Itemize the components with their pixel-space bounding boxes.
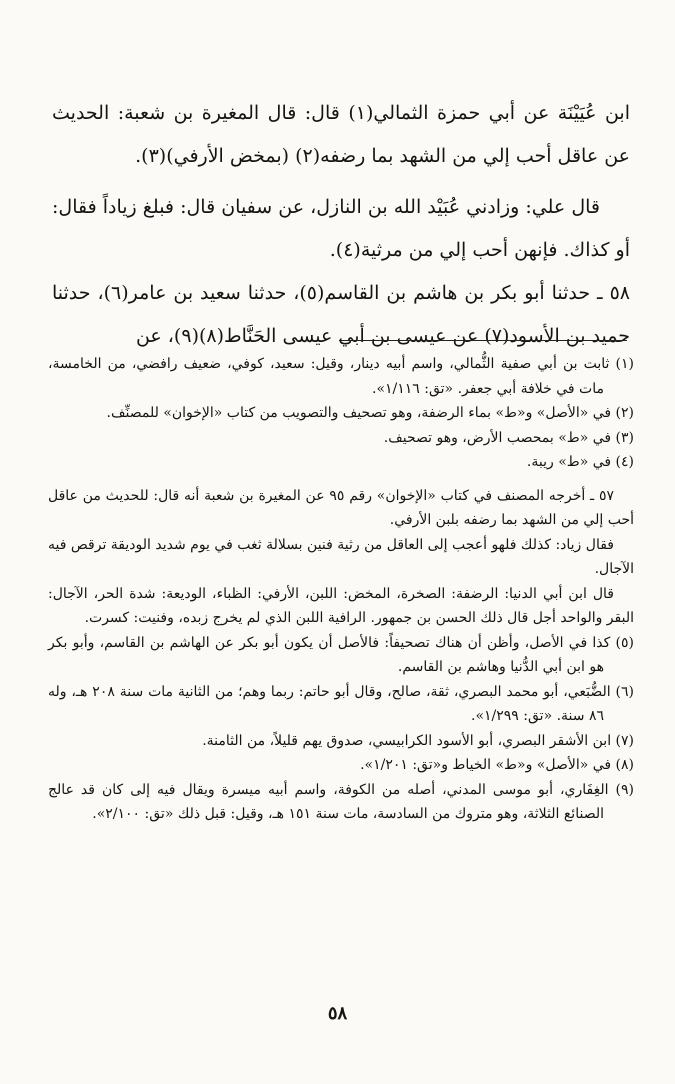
footnotes — [48, 352, 634, 827]
footnote-1: (١) ثابت بن أبي صفية الثُّمالي، واسم أبيه دينار، وقيل: سعيد، كوفي، ضعيف رافضي، من الخامسة، مات في خلافة أبي جعفر. «تق: ١/١١٦». — [48, 356, 634, 397]
main-text — [52, 92, 630, 358]
main-paragraph-1: ابن عُيَيْنَة عن أبي حمزة الثمالي(١) قال: قال المغيرة بن شعبة: الحديث عن عاقل أحب إلي من الشهد بما رضفه(٢) (بمخض الأرفي)(٣). — [52, 102, 630, 167]
footnote-5: (٥) كذا في الأصل، وأظن أن هناك تصحيفاً: فالأصل أن يكون أبو بكر عن الهاشم بن القاسم، وأبو بكر هو ابن أبي الدُّنيا وهاشم بن القاسم. — [48, 634, 634, 675]
commentary-57-quote: فقال زياد: كذلك فلهو أعجب إلى العاقل من رثية فنين بسلالة ثغب في يوم شديد الوديقة ترقص فيه الآجال. — [48, 536, 634, 577]
page-number: ٥٨ — [327, 1003, 348, 1024]
commentary-57-source: ٥٧ ـ أخرجه المصنف في كتاب «الإخوان» رقم ٩٥ عن المغيرة بن شعبة أنه قال: للحديث من عاقل أحب إلي من الشهد بما رضفه بلبن الأرفي. — [48, 487, 634, 528]
commentary-57-glossary: قال ابن أبي الدنيا: الرضفة: الصخرة، المخض: اللبن، الأرفي: الظباء، الوديعة: شدة الحر، الآجال: البقر والواحد أجل قال ذلك الحسن بن جمهور. الرافية اللبن الذي لم يخرج زبده، وفنيت: كسرت. — [48, 585, 634, 626]
footnote-7: (٧) ابن الأشقر البصري، أبو الأسود الكرابيسي، صدوق يهم قليلاً، من الثامنة. — [202, 732, 634, 749]
footnote-6: (٦) الضُّبَعي، أبو محمد البصري، ثقة، صالح، وقال أبو حاتم: ربما وهم؛ من الثانية مات سنة ٢٠٨ هـ، وله ٨٦ سنة. «تق: ١/٢٩٩». — [48, 683, 634, 724]
footnote-9: (٩) الغِفَاري، أبو موسى المدني، أصله من الكوفة، واسم أبيه ميسرة ويقال فيه إلى كان قد عالج الصنائع الثلاثة، وهو متروك من السادسة، مات سنة ١٥١ هـ، وقيل: قبل ذلك «تق: ٢/١٠٠». — [48, 781, 634, 822]
hadith-58: ٥٨ ـ حدثنا أبو بكر بن هاشم بن القاسم(٥)، حدثنا سعيد بن عامر(٦)، حدثنا حميد بن الأسود(٧) عن عيسى بن أبي عيسى الحَنَّاط(٨)(٩)، عن — [52, 282, 630, 347]
footnote-4: (٤) في «ط» ريبة. — [526, 454, 634, 470]
footnote-divider — [339, 340, 627, 341]
footnote-3: (٣) في «ط» بمحصب الأرض، وهو تصحيف. — [383, 429, 634, 446]
main-paragraph-2: قال علي: وزادني عُبَيْد الله بن النازل، عن سفيان قال: فبلغ زياداً فقال: أو كذاك. فإنهن أحب إلي من مرثية(٤). — [52, 196, 630, 261]
footnote-2: (٢) في «الأصل» و«ط» بماء الرضفة، وهو تصحيف والتصويب من كتاب «الإخوان» للمصنِّف. — [106, 405, 634, 421]
footnote-8: (٨) في «الأصل» و«ط» الخياط و«تق: ١/٢٠١». — [360, 757, 634, 773]
